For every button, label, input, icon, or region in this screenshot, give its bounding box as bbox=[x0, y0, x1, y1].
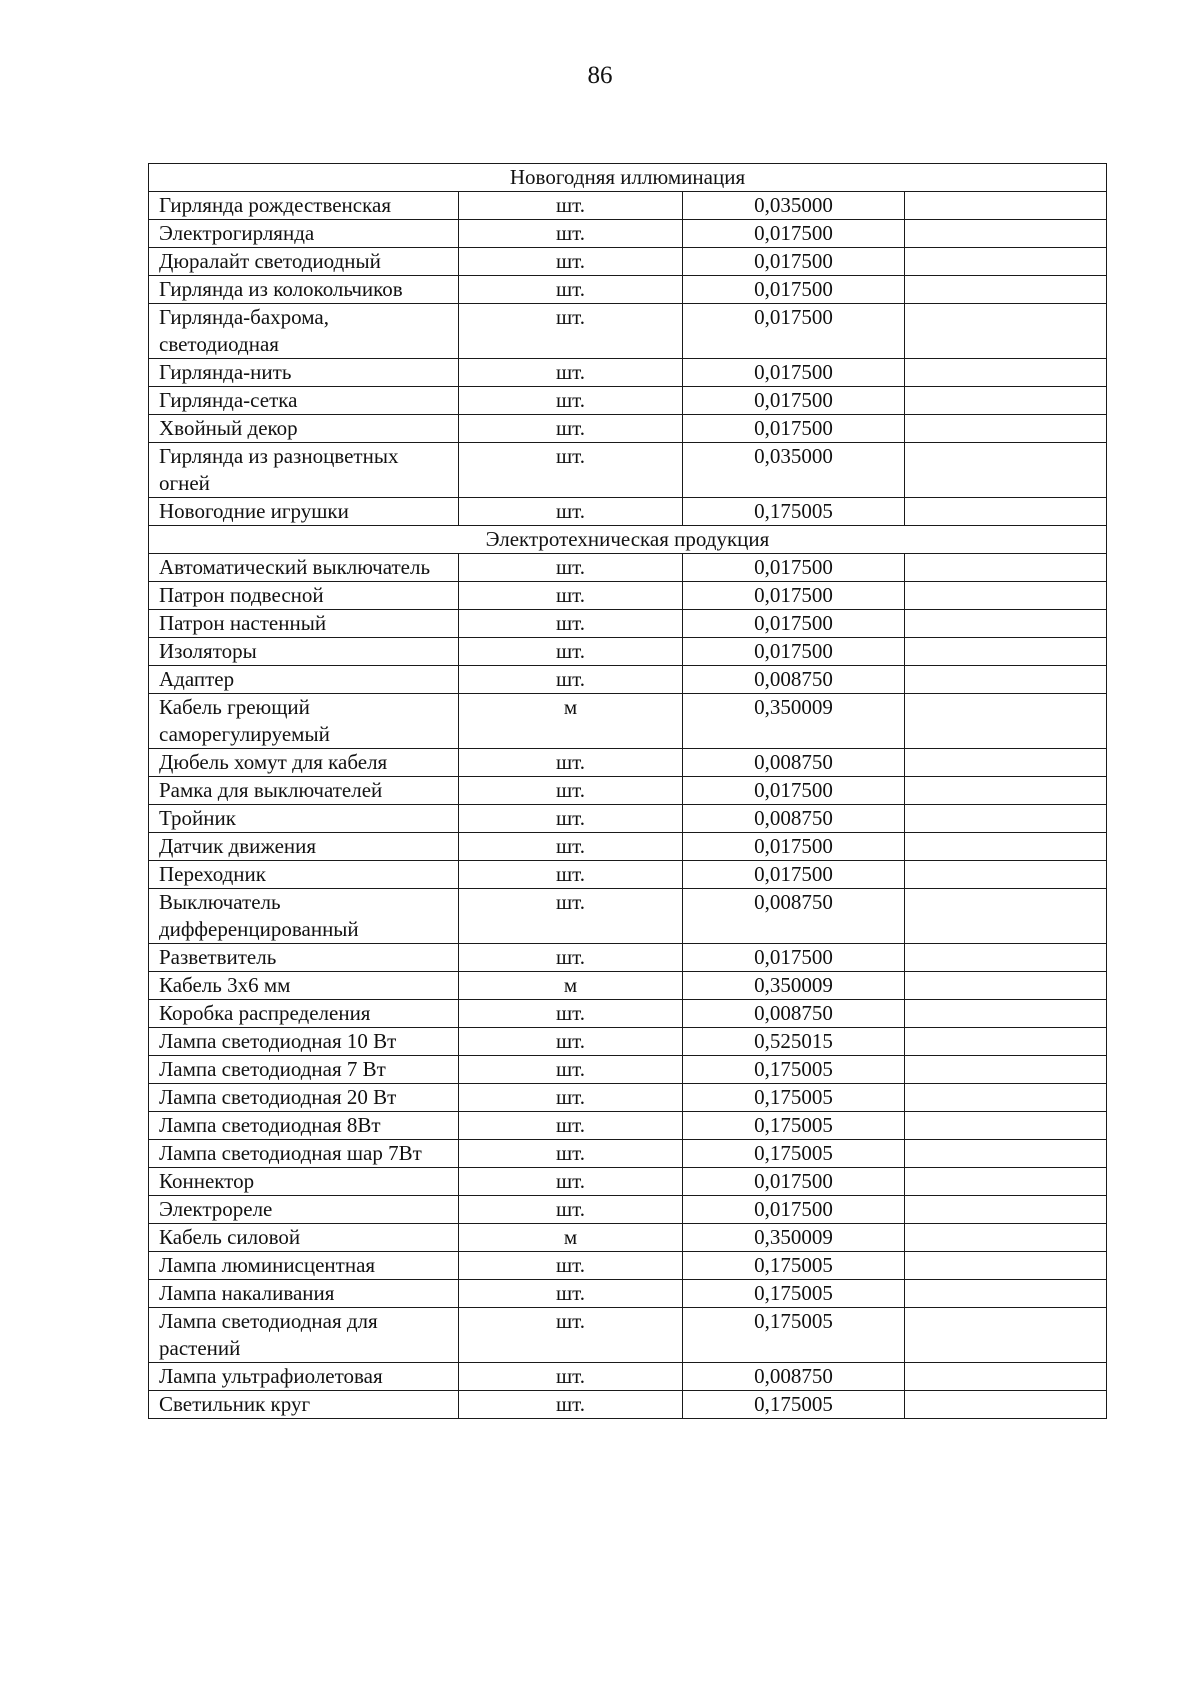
item-name-cell: Лампа ультрафиолетовая bbox=[149, 1363, 459, 1391]
blank-cell bbox=[905, 1252, 1107, 1280]
unit-cell: шт. bbox=[459, 304, 683, 359]
quantity-cell: 0,035000 bbox=[683, 192, 905, 220]
table-row bbox=[149, 666, 1107, 694]
item-name-cell: Гирлянда-бахрома, светодиодная bbox=[149, 304, 459, 359]
table-row bbox=[149, 972, 1107, 1000]
quantity-cell: 0,008750 bbox=[683, 749, 905, 777]
table-row bbox=[149, 694, 1107, 749]
unit-cell: шт. bbox=[459, 777, 683, 805]
unit-cell: шт. bbox=[459, 415, 683, 443]
quantity-cell: 0,017500 bbox=[683, 304, 905, 359]
quantity-cell: 0,008750 bbox=[683, 805, 905, 833]
table-row bbox=[149, 1280, 1107, 1308]
blank-cell bbox=[905, 889, 1107, 944]
blank-cell bbox=[905, 248, 1107, 276]
quantity-cell: 0,175005 bbox=[683, 1084, 905, 1112]
item-name-cell: Лампа накаливания bbox=[149, 1280, 459, 1308]
section-title: Новогодняя иллюминация bbox=[149, 164, 1107, 192]
item-name-cell: Лампа светодиодная 7 Вт bbox=[149, 1056, 459, 1084]
items-table bbox=[148, 163, 1107, 1419]
table-row bbox=[149, 443, 1107, 498]
item-name-cell: Кабель 3x6 мм bbox=[149, 972, 459, 1000]
unit-cell: шт. bbox=[459, 805, 683, 833]
item-name-cell: Автоматический выключатель bbox=[149, 554, 459, 582]
blank-cell bbox=[905, 1224, 1107, 1252]
quantity-cell: 0,008750 bbox=[683, 889, 905, 944]
item-name-cell: Изоляторы bbox=[149, 638, 459, 666]
unit-cell: шт. bbox=[459, 443, 683, 498]
item-name-cell: Дюбель хомут для кабеля bbox=[149, 749, 459, 777]
quantity-cell: 0,017500 bbox=[683, 582, 905, 610]
blank-cell bbox=[905, 1112, 1107, 1140]
blank-cell bbox=[905, 777, 1107, 805]
table-row bbox=[149, 359, 1107, 387]
blank-cell bbox=[905, 443, 1107, 498]
table-row bbox=[149, 304, 1107, 359]
quantity-cell: 0,017500 bbox=[683, 554, 905, 582]
table-row bbox=[149, 1168, 1107, 1196]
item-name-cell: Дюралайт светодиодный bbox=[149, 248, 459, 276]
unit-cell: шт. bbox=[459, 1112, 683, 1140]
item-name-cell: Лампа светодиодная 20 Вт bbox=[149, 1084, 459, 1112]
unit-cell: шт. bbox=[459, 944, 683, 972]
item-name-cell: Патрон подвесной bbox=[149, 582, 459, 610]
item-name-cell: Новогодние игрушки bbox=[149, 498, 459, 526]
table-row bbox=[149, 387, 1107, 415]
blank-cell bbox=[905, 387, 1107, 415]
blank-cell bbox=[905, 666, 1107, 694]
quantity-cell: 0,175005 bbox=[683, 1391, 905, 1419]
quantity-cell: 0,008750 bbox=[683, 666, 905, 694]
blank-cell bbox=[905, 554, 1107, 582]
blank-cell bbox=[905, 861, 1107, 889]
item-name-cell: Рамка для выключателей bbox=[149, 777, 459, 805]
unit-cell: шт. bbox=[459, 387, 683, 415]
unit-cell: шт. bbox=[459, 220, 683, 248]
blank-cell bbox=[905, 1280, 1107, 1308]
item-name-cell: Переходник bbox=[149, 861, 459, 889]
quantity-cell: 0,017500 bbox=[683, 415, 905, 443]
unit-cell: шт. bbox=[459, 610, 683, 638]
unit-cell: шт. bbox=[459, 889, 683, 944]
quantity-cell: 0,175005 bbox=[683, 1308, 905, 1363]
unit-cell: м bbox=[459, 972, 683, 1000]
quantity-cell: 0,350009 bbox=[683, 694, 905, 749]
quantity-cell: 0,017500 bbox=[683, 777, 905, 805]
blank-cell bbox=[905, 610, 1107, 638]
table-row bbox=[149, 638, 1107, 666]
unit-cell: шт. bbox=[459, 1028, 683, 1056]
item-name-cell: Электрогирлянда bbox=[149, 220, 459, 248]
item-name-cell: Тройник bbox=[149, 805, 459, 833]
unit-cell: шт. bbox=[459, 1391, 683, 1419]
table-row bbox=[149, 1391, 1107, 1419]
table-row bbox=[149, 1363, 1107, 1391]
blank-cell bbox=[905, 1363, 1107, 1391]
blank-cell bbox=[905, 749, 1107, 777]
item-name-cell: Гирлянда-нить bbox=[149, 359, 459, 387]
item-name-cell: Выключатель дифференцированный bbox=[149, 889, 459, 944]
quantity-cell: 0,017500 bbox=[683, 861, 905, 889]
quantity-cell: 0,017500 bbox=[683, 248, 905, 276]
blank-cell bbox=[905, 1196, 1107, 1224]
blank-cell bbox=[905, 805, 1107, 833]
table-row bbox=[149, 777, 1107, 805]
unit-cell: шт. bbox=[459, 554, 683, 582]
table-row bbox=[149, 498, 1107, 526]
table-row bbox=[149, 1196, 1107, 1224]
blank-cell bbox=[905, 1000, 1107, 1028]
table-row bbox=[149, 220, 1107, 248]
table-row bbox=[149, 805, 1107, 833]
item-name-cell: Разветвитель bbox=[149, 944, 459, 972]
blank-cell bbox=[905, 498, 1107, 526]
unit-cell: шт. bbox=[459, 1000, 683, 1028]
blank-cell bbox=[905, 1391, 1107, 1419]
item-name-cell: Коннектор bbox=[149, 1168, 459, 1196]
item-name-cell: Кабель силовой bbox=[149, 1224, 459, 1252]
unit-cell: шт. bbox=[459, 1140, 683, 1168]
blank-cell bbox=[905, 638, 1107, 666]
blank-cell bbox=[905, 833, 1107, 861]
quantity-cell: 0,017500 bbox=[683, 1168, 905, 1196]
quantity-cell: 0,017500 bbox=[683, 387, 905, 415]
item-name-cell: Датчик движения bbox=[149, 833, 459, 861]
items-table-body bbox=[149, 164, 1107, 1419]
quantity-cell: 0,175005 bbox=[683, 1112, 905, 1140]
blank-cell bbox=[905, 1084, 1107, 1112]
quantity-cell: 0,017500 bbox=[683, 638, 905, 666]
blank-cell bbox=[905, 972, 1107, 1000]
blank-cell bbox=[905, 192, 1107, 220]
unit-cell: шт. bbox=[459, 861, 683, 889]
item-name-cell: Гирлянда-сетка bbox=[149, 387, 459, 415]
section-header-row bbox=[149, 526, 1107, 554]
table-row bbox=[149, 1252, 1107, 1280]
table-row bbox=[149, 1028, 1107, 1056]
unit-cell: шт. bbox=[459, 1056, 683, 1084]
table-row bbox=[149, 944, 1107, 972]
item-name-cell: Адаптер bbox=[149, 666, 459, 694]
quantity-cell: 0,175005 bbox=[683, 1140, 905, 1168]
section-title: Электротехническая продукция bbox=[149, 526, 1107, 554]
unit-cell: шт. bbox=[459, 666, 683, 694]
quantity-cell: 0,350009 bbox=[683, 1224, 905, 1252]
blank-cell bbox=[905, 1140, 1107, 1168]
item-name-cell: Лампа светодиодная для растений bbox=[149, 1308, 459, 1363]
quantity-cell: 0,017500 bbox=[683, 833, 905, 861]
unit-cell: шт. bbox=[459, 749, 683, 777]
table-row bbox=[149, 610, 1107, 638]
quantity-cell: 0,017500 bbox=[683, 944, 905, 972]
item-name-cell: Светильник круг bbox=[149, 1391, 459, 1419]
blank-cell bbox=[905, 415, 1107, 443]
blank-cell bbox=[905, 694, 1107, 749]
table-row bbox=[149, 749, 1107, 777]
unit-cell: шт. bbox=[459, 1280, 683, 1308]
quantity-cell: 0,175005 bbox=[683, 1280, 905, 1308]
quantity-cell: 0,017500 bbox=[683, 610, 905, 638]
item-name-cell: Коробка распределения bbox=[149, 1000, 459, 1028]
quantity-cell: 0,525015 bbox=[683, 1028, 905, 1056]
quantity-cell: 0,350009 bbox=[683, 972, 905, 1000]
quantity-cell: 0,175005 bbox=[683, 498, 905, 526]
blank-cell bbox=[905, 1056, 1107, 1084]
unit-cell: шт. bbox=[459, 276, 683, 304]
table-row bbox=[149, 415, 1107, 443]
unit-cell: шт. bbox=[459, 498, 683, 526]
table-row bbox=[149, 1084, 1107, 1112]
quantity-cell: 0,017500 bbox=[683, 276, 905, 304]
quantity-cell: 0,017500 bbox=[683, 1196, 905, 1224]
unit-cell: шт. bbox=[459, 1196, 683, 1224]
item-name-cell: Лампа люминисцентная bbox=[149, 1252, 459, 1280]
item-name-cell: Хвойный декор bbox=[149, 415, 459, 443]
blank-cell bbox=[905, 304, 1107, 359]
quantity-cell: 0,008750 bbox=[683, 1000, 905, 1028]
table-row bbox=[149, 248, 1107, 276]
table-row bbox=[149, 1308, 1107, 1363]
blank-cell bbox=[905, 220, 1107, 248]
item-name-cell: Патрон настенный bbox=[149, 610, 459, 638]
unit-cell: шт. bbox=[459, 833, 683, 861]
blank-cell bbox=[905, 582, 1107, 610]
quantity-cell: 0,017500 bbox=[683, 220, 905, 248]
unit-cell: шт. bbox=[459, 1084, 683, 1112]
item-name-cell: Гирлянда из разноцветных огней bbox=[149, 443, 459, 498]
table-row bbox=[149, 582, 1107, 610]
unit-cell: шт. bbox=[459, 1252, 683, 1280]
item-name-cell: Лампа светодиодная 8Вт bbox=[149, 1112, 459, 1140]
table-row bbox=[149, 1056, 1107, 1084]
unit-cell: шт. bbox=[459, 192, 683, 220]
unit-cell: шт. bbox=[459, 248, 683, 276]
item-name-cell: Лампа светодиодная 10 Вт bbox=[149, 1028, 459, 1056]
quantity-cell: 0,175005 bbox=[683, 1252, 905, 1280]
unit-cell: шт. bbox=[459, 359, 683, 387]
table-row bbox=[149, 554, 1107, 582]
blank-cell bbox=[905, 944, 1107, 972]
blank-cell bbox=[905, 1168, 1107, 1196]
quantity-cell: 0,008750 bbox=[683, 1363, 905, 1391]
table-row bbox=[149, 276, 1107, 304]
section-header-row bbox=[149, 164, 1107, 192]
table-row bbox=[149, 889, 1107, 944]
blank-cell bbox=[905, 1308, 1107, 1363]
table-row bbox=[149, 1140, 1107, 1168]
item-name-cell: Электрореле bbox=[149, 1196, 459, 1224]
unit-cell: шт. bbox=[459, 1168, 683, 1196]
blank-cell bbox=[905, 1028, 1107, 1056]
table-row bbox=[149, 192, 1107, 220]
page-number: 86 bbox=[587, 62, 613, 89]
table-row bbox=[149, 861, 1107, 889]
item-name-cell: Гирлянда рождественская bbox=[149, 192, 459, 220]
quantity-cell: 0,035000 bbox=[683, 443, 905, 498]
unit-cell: шт. bbox=[459, 638, 683, 666]
unit-cell: шт. bbox=[459, 582, 683, 610]
unit-cell: м bbox=[459, 694, 683, 749]
quantity-cell: 0,175005 bbox=[683, 1056, 905, 1084]
item-name-cell: Кабель греющий саморегулируемый bbox=[149, 694, 459, 749]
unit-cell: м bbox=[459, 1224, 683, 1252]
item-name-cell: Гирлянда из колокольчиков bbox=[149, 276, 459, 304]
table-row bbox=[149, 833, 1107, 861]
blank-cell bbox=[905, 359, 1107, 387]
item-name-cell: Лампа светодиодная шар 7Вт bbox=[149, 1140, 459, 1168]
table-row bbox=[149, 1112, 1107, 1140]
unit-cell: шт. bbox=[459, 1363, 683, 1391]
blank-cell bbox=[905, 276, 1107, 304]
quantity-cell: 0,017500 bbox=[683, 359, 905, 387]
unit-cell: шт. bbox=[459, 1308, 683, 1363]
table-row bbox=[149, 1224, 1107, 1252]
table-row bbox=[149, 1000, 1107, 1028]
